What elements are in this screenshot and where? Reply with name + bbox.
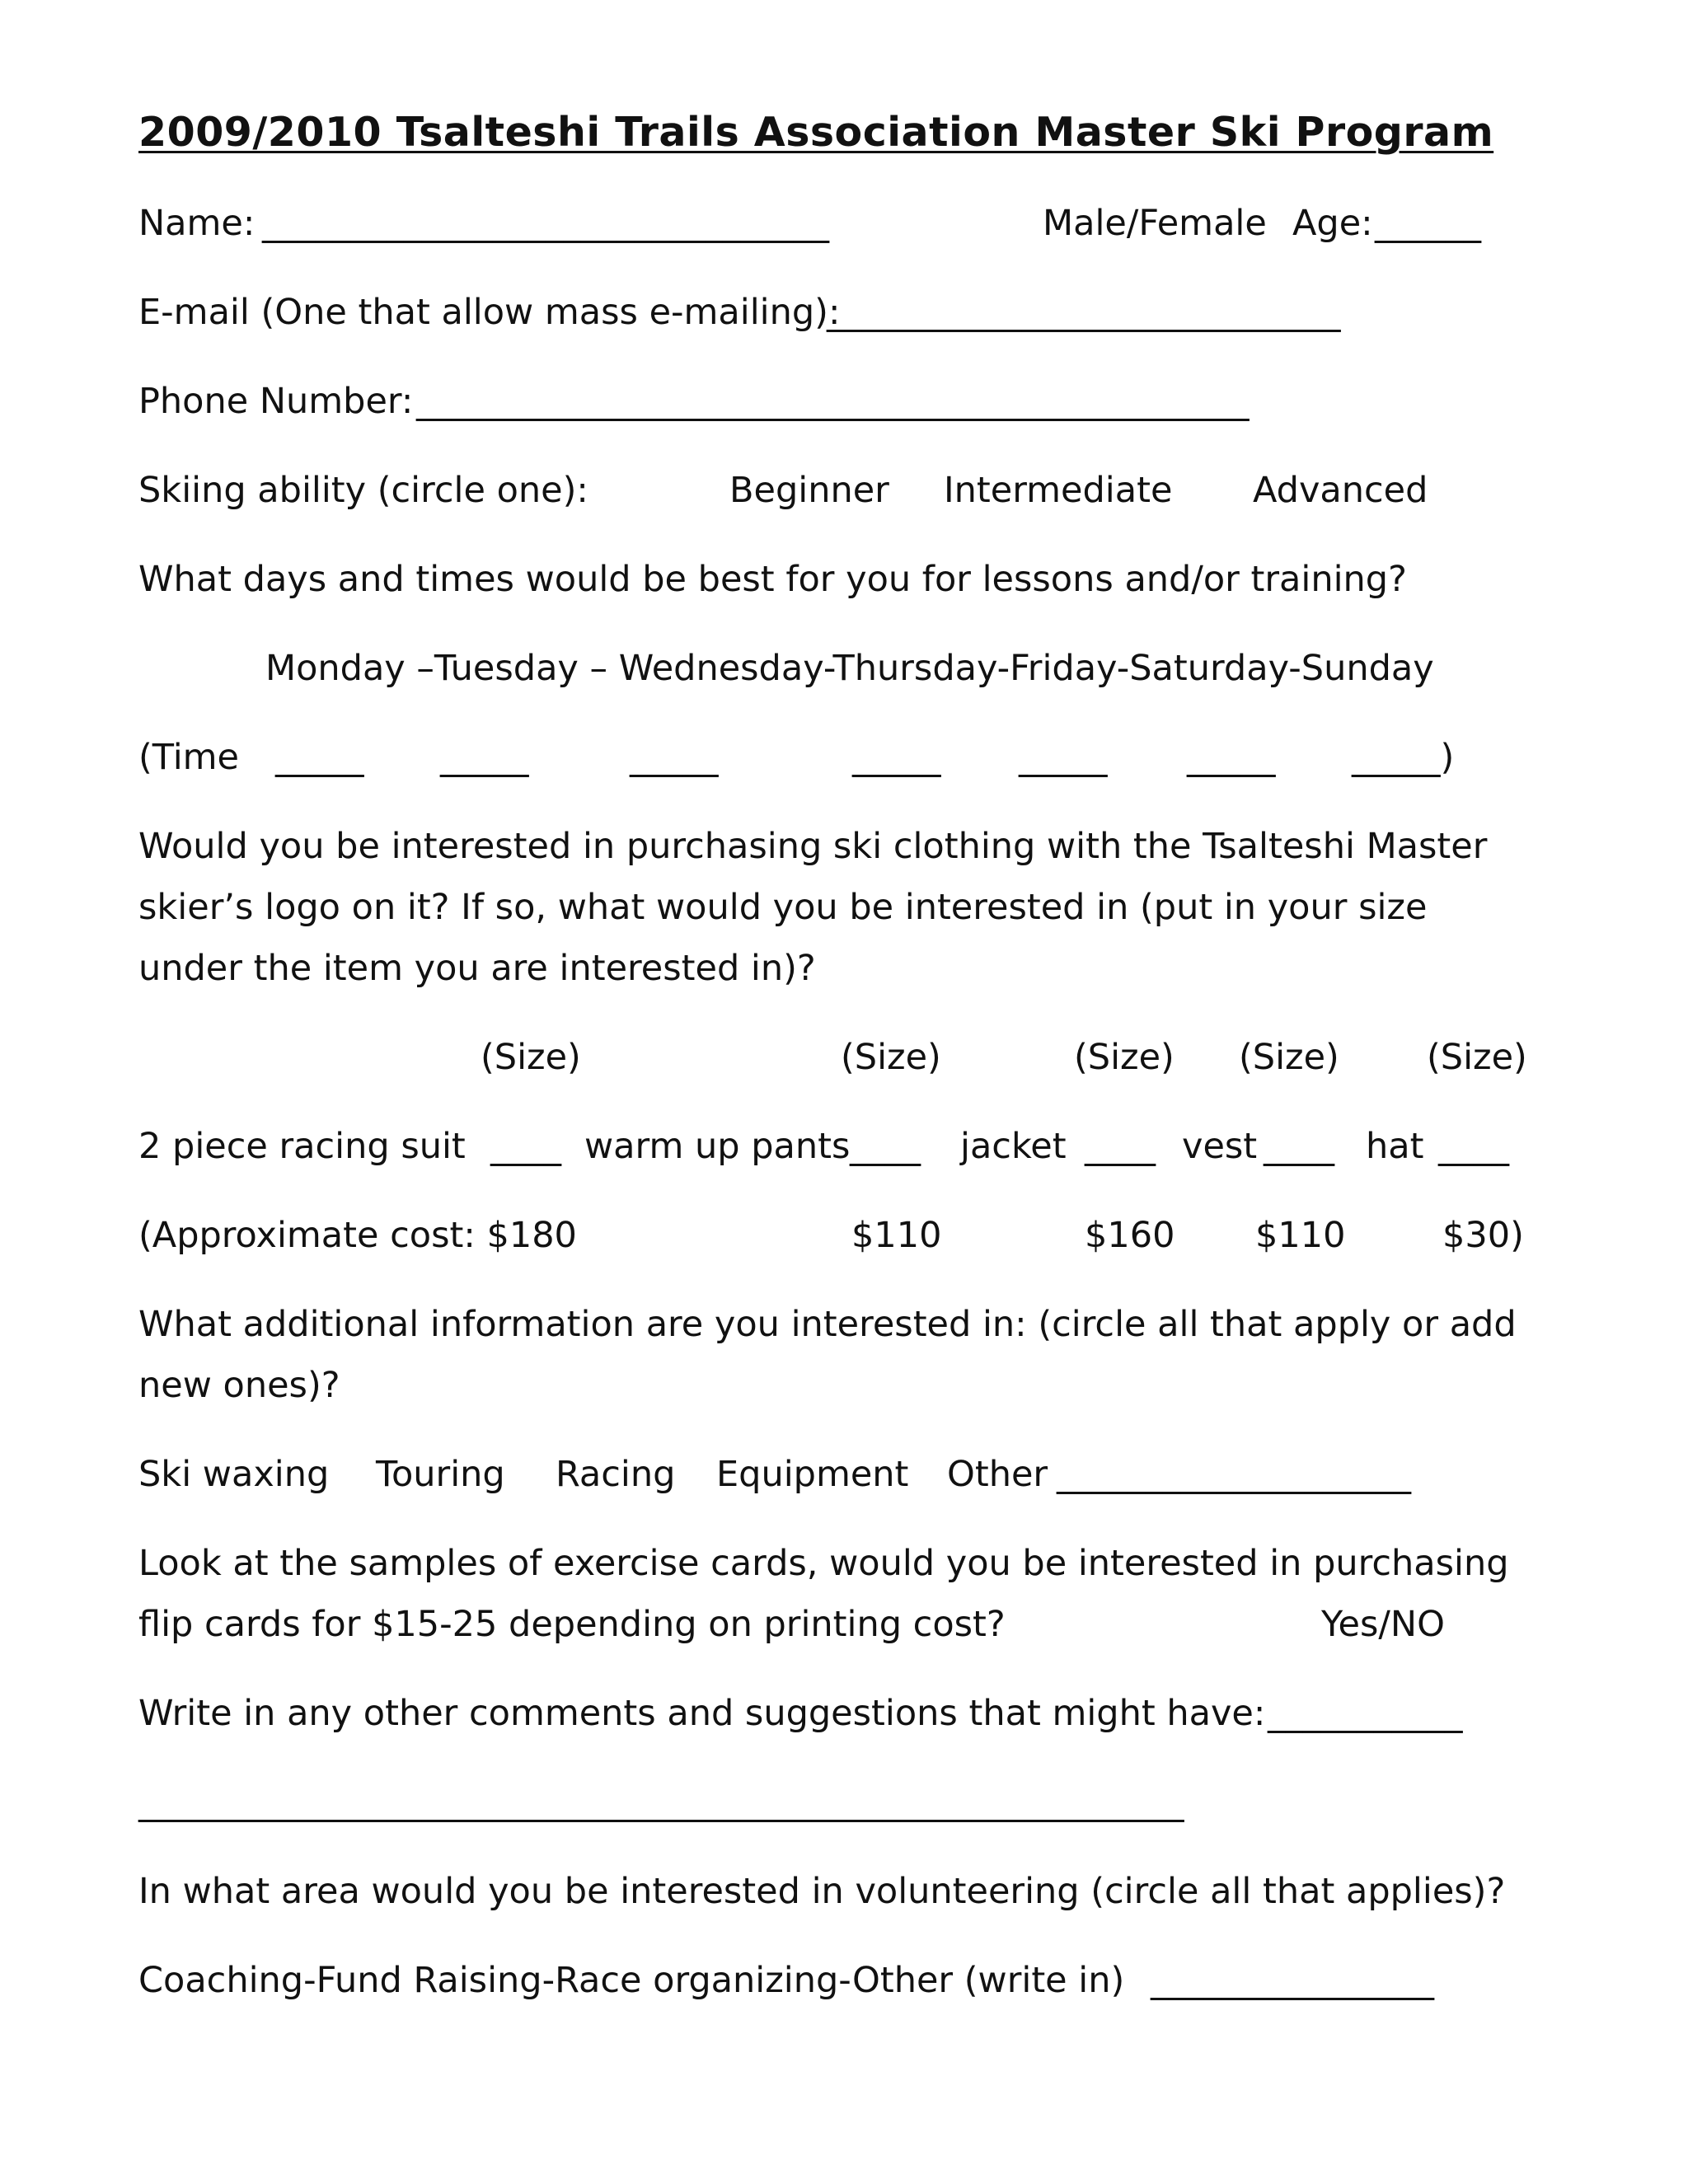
volunteer-question: In what area would you be interested in volunteering (circle all that applies)? [138, 1871, 1506, 1912]
time-field-wednesday[interactable]: _____ [630, 737, 719, 778]
cost-jacket: $160 [1085, 1215, 1175, 1256]
cards-yes-no-option[interactable]: Yes/NO [1321, 1604, 1445, 1645]
email-label: E-mail (One that allow mass e-mailing): [138, 292, 841, 333]
ability-option-advanced[interactable]: Advanced [1253, 470, 1428, 511]
time-field-sunday[interactable]: _____) [1352, 737, 1455, 778]
male-female-option[interactable]: Male/Female [1043, 203, 1267, 244]
cost-hat: $30) [1442, 1215, 1524, 1256]
time-field-thursday[interactable]: _____ [852, 737, 941, 778]
email-field[interactable]: _____________________________ [827, 292, 1341, 333]
phone-label: Phone Number: [138, 381, 414, 422]
size-label-suit: (Size) [481, 1037, 581, 1078]
size-field-suit[interactable]: ____ [490, 1126, 561, 1167]
phone-field[interactable]: _______________________________________________ [416, 381, 1250, 422]
time-field-monday[interactable]: _____ [275, 737, 364, 778]
ability-option-beginner[interactable]: Beginner [729, 470, 889, 511]
comments-label: Write in any other comments and suggestions that might have: [138, 1693, 1266, 1734]
schedule-question: What days and times would be best for you for lessons and/or training? [138, 559, 1407, 600]
size-label-jacket: (Size) [1074, 1037, 1175, 1078]
item-vest: vest [1182, 1126, 1258, 1167]
info-option-other[interactable]: Other [947, 1454, 1048, 1495]
size-field-jacket[interactable]: ____ [1085, 1126, 1156, 1167]
comments-field[interactable]: ___________ [1268, 1693, 1463, 1734]
age-field[interactable]: ______ [1375, 203, 1481, 244]
size-field-vest[interactable]: ____ [1264, 1126, 1334, 1167]
info-question-line-2: new ones)? [138, 1365, 340, 1406]
time-label: (Time [138, 737, 240, 778]
time-field-friday[interactable]: _____ [1019, 737, 1108, 778]
volunteer-options[interactable]: Coaching-Fund Raising-Race organizing-Other (write in) [138, 1960, 1125, 2001]
size-field-pants[interactable]: ____ [850, 1126, 921, 1167]
item-warm-up-pants: warm up pants [584, 1126, 851, 1167]
cost-vest: $110 [1255, 1215, 1346, 1256]
time-field-saturday[interactable]: _____ [1187, 737, 1276, 778]
time-field-tuesday[interactable]: _____ [440, 737, 529, 778]
cards-question-line-1: Look at the samples of exercise cards, would you be interested in purchasing [138, 1543, 1509, 1584]
info-question-line-1: What additional information are you interested in: (circle all that apply or add [138, 1304, 1517, 1345]
ability-option-intermediate[interactable]: Intermediate [944, 470, 1173, 511]
clothing-question-line-3: under the item you are interested in)? [138, 948, 816, 989]
info-option-ski-waxing[interactable]: Ski waxing [138, 1454, 330, 1495]
info-other-field[interactable]: ____________________ [1057, 1454, 1411, 1495]
info-option-touring[interactable]: Touring [376, 1454, 505, 1495]
item-racing-suit: 2 piece racing suit [138, 1126, 466, 1167]
name-label: Name: [138, 203, 256, 244]
size-label-pants: (Size) [841, 1037, 941, 1078]
size-field-hat[interactable]: ____ [1438, 1126, 1509, 1167]
info-option-racing[interactable]: Racing [556, 1454, 676, 1495]
item-hat: hat [1366, 1126, 1424, 1167]
clothing-question-line-1: Would you be interested in purchasing ski clothing with the Tsalteshi Master [138, 826, 1488, 867]
name-field[interactable]: ________________________________ [262, 203, 829, 244]
volunteer-other-field[interactable]: ________________ [1151, 1960, 1434, 2001]
age-label: Age: [1292, 203, 1373, 244]
cards-question-line-2: flip cards for $15-25 depending on printing cost? [138, 1604, 1006, 1645]
info-option-equipment[interactable]: Equipment [716, 1454, 909, 1495]
item-jacket: jacket [960, 1126, 1067, 1167]
ability-label: Skiing ability (circle one): [138, 470, 588, 511]
form-title: 2009/2010 Tsalteshi Trails Association Master Ski Program [138, 109, 1494, 156]
size-label-vest: (Size) [1239, 1037, 1339, 1078]
clothing-question-line-2: skier’s logo on it? If so, what would you be interested in (put in your size [138, 887, 1428, 928]
size-label-hat: (Size) [1427, 1037, 1527, 1078]
schedule-days[interactable]: Monday –Tuesday – Wednesday-Thursday-Friday-Saturday-Sunday [265, 648, 1434, 689]
cost-suit: (Approximate cost: $180 [138, 1215, 577, 1256]
comments-field-line-2[interactable]: ___________________________________________________________ [138, 1782, 1184, 1823]
cost-pants: $110 [851, 1215, 942, 1256]
